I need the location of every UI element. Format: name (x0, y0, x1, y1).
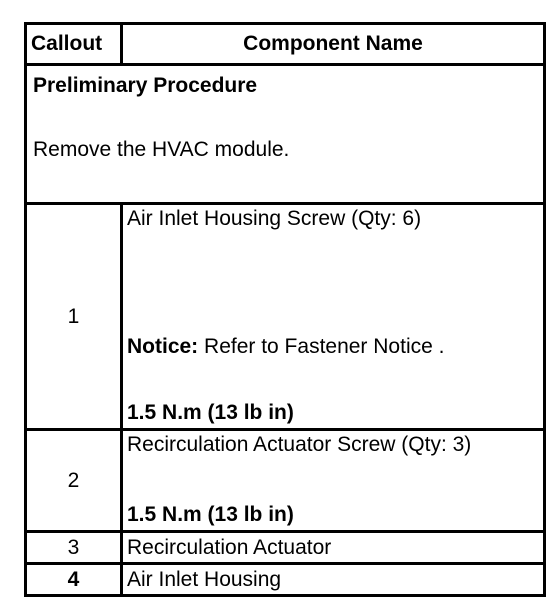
callout-cell: 4 (26, 564, 122, 596)
table-row (26, 564, 545, 596)
component-name-header: Component Name (122, 24, 545, 65)
component-name: Air Inlet Housing Screw (Qty: 6) (127, 207, 422, 230)
notice-label: Notice: (127, 335, 199, 358)
component-name: Recirculation Actuator Screw (Qty: 3) (127, 433, 472, 456)
preliminary-title: Preliminary Procedure (33, 74, 258, 97)
callout-cell: 1 (26, 204, 122, 430)
table-row (26, 430, 545, 532)
component-cell (122, 430, 545, 532)
preliminary-text: Remove the HVAC module. (33, 138, 290, 161)
preliminary-cell (26, 65, 545, 204)
torque-spec: 1.5 N.m (13 lb in) (127, 503, 294, 526)
callout-cell: 3 (26, 532, 122, 564)
notice-text: Refer to Fastener Notice . (198, 335, 445, 358)
notice-line (127, 335, 444, 359)
header-row (26, 24, 545, 65)
component-cell (122, 204, 545, 430)
callout-header: Callout (26, 24, 122, 65)
procedure-table (24, 22, 546, 597)
component-name: Air Inlet Housing (122, 564, 545, 596)
table-row (26, 532, 545, 564)
table-row (26, 204, 545, 430)
torque-spec: 1.5 N.m (13 lb in) (127, 401, 294, 424)
callout-cell: 2 (26, 430, 122, 532)
component-name: Recirculation Actuator (122, 532, 545, 564)
preliminary-row (26, 65, 545, 204)
